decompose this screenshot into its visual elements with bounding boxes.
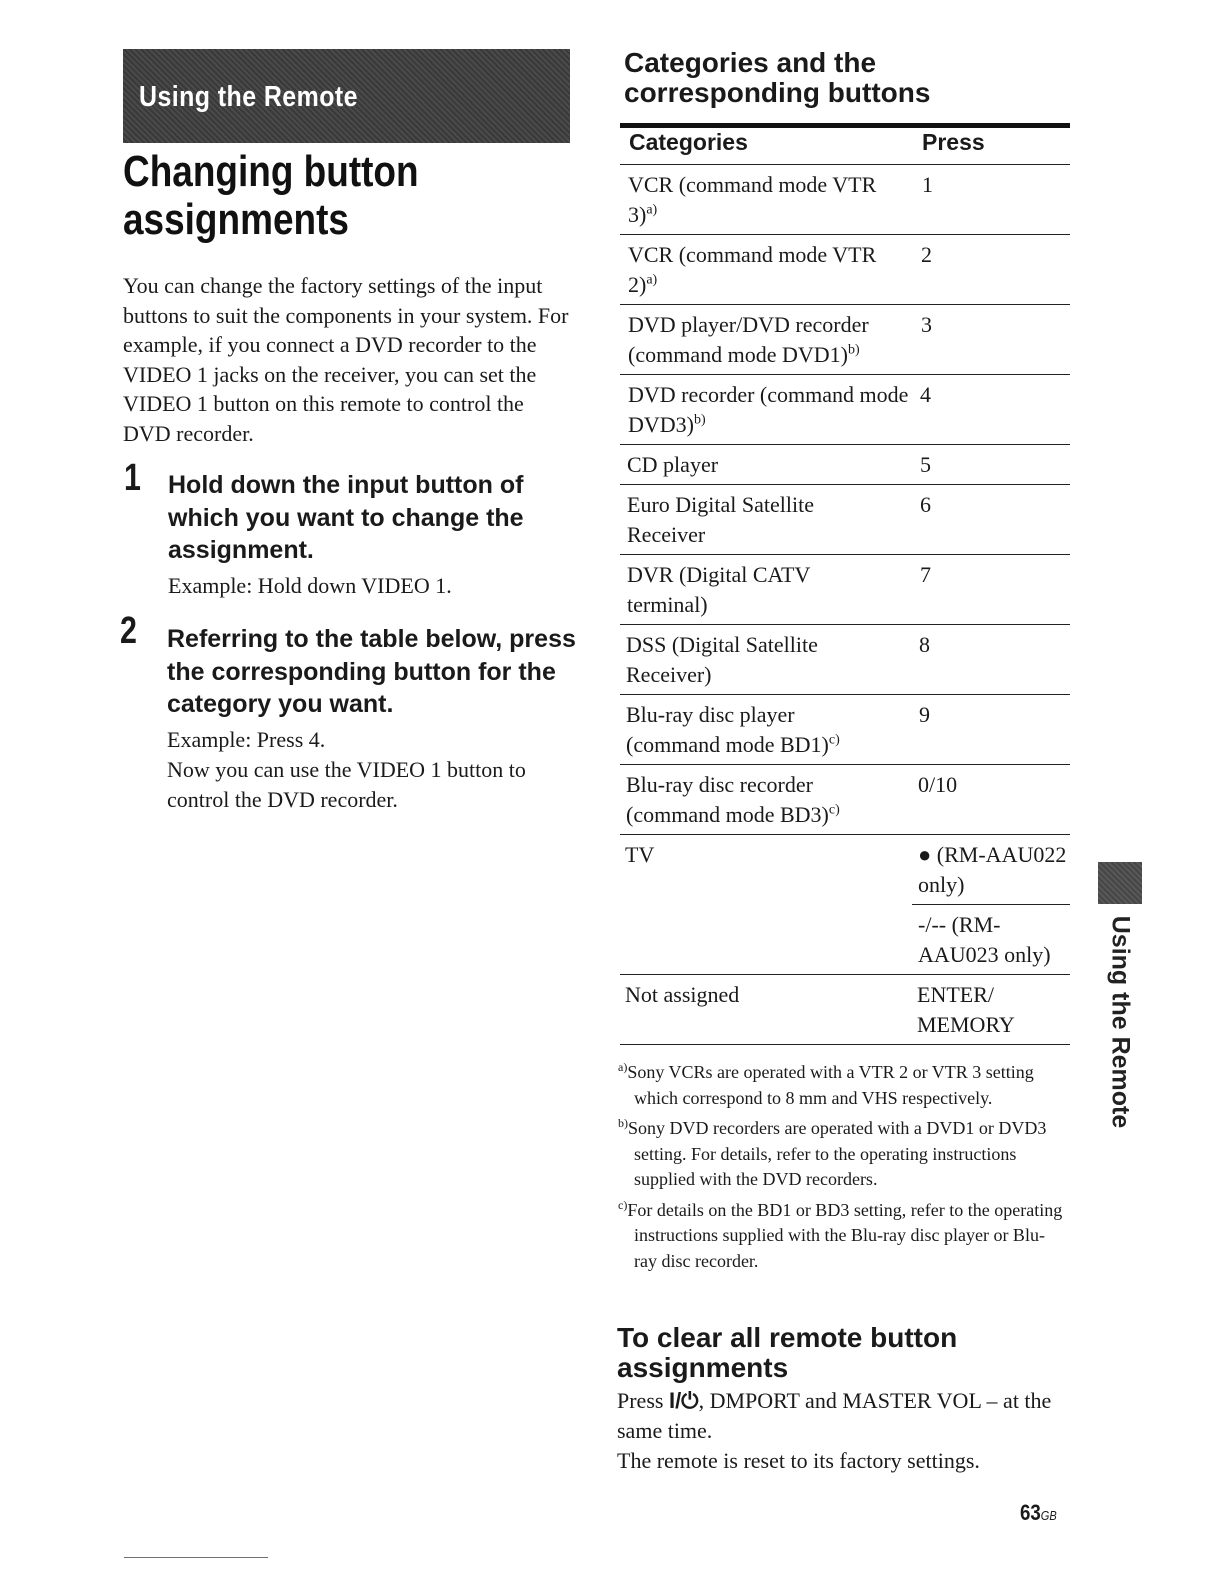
category-text: VCR (command mode VTR 3): [628, 172, 877, 227]
footnote-mark: b): [694, 412, 706, 428]
footnote-text: Sony VCRs are operated with a VTR 2 or VTR 3 setting which correspond to 8 mm and VHS respectively.: [627, 1062, 1034, 1108]
row-divider: [620, 694, 1070, 695]
table-top-rule: [620, 123, 1070, 128]
side-tab-marker: [1098, 862, 1142, 904]
step-2-body-note: Now you can use the VIDEO 1 button to control the DVD recorder.: [167, 756, 526, 812]
footnote-mark: a): [618, 1060, 628, 1074]
row-divider: [620, 484, 1070, 485]
step-2-number: 2: [120, 610, 137, 652]
table-row-11-press: ● (RM-AAU022 only): [918, 842, 1067, 897]
table-row-12-press: ENTER/ MEMORY: [917, 982, 1015, 1037]
table-row-10-press: 0/10: [918, 772, 958, 797]
row-divider: [620, 374, 1070, 375]
table-row-7-category: DVR (Digital CATV terminal): [627, 562, 810, 617]
table-header-rule: [620, 164, 1070, 165]
clear-text: , DMPORT and MASTER VOL – at the same time.: [617, 1388, 1052, 1443]
clear-heading: To clear all remote button assignments: [617, 1322, 958, 1383]
table-row-1-press: 1: [922, 172, 933, 197]
row-divider: [620, 834, 1070, 835]
footnote-a: [618, 1055, 1063, 1111]
step-1-body: Example: Hold down VIDEO 1.: [168, 572, 452, 598]
table-row-11-press-alt: -/-- (RM-AAU023 only): [918, 912, 1051, 967]
section-banner: [123, 49, 570, 143]
column-header-categories: Categories: [629, 129, 748, 155]
table-row-4-category: [628, 380, 918, 439]
footnote-b: [618, 1111, 1063, 1193]
category-text: Blu-ray disc recorder (command mode BD3): [626, 772, 829, 827]
column-header-press: Press: [922, 129, 985, 155]
page-number-suffix: GB: [1040, 1508, 1057, 1523]
table-row-9-category: [626, 700, 886, 759]
table-row-6-category: Euro Digital Satellite Receiver: [627, 492, 814, 547]
page-number: [1020, 1500, 1057, 1526]
step-1-number: 1: [124, 457, 141, 499]
row-divider: [620, 974, 1070, 975]
table-row-1-category: [628, 170, 908, 229]
clear-instructions: [617, 1386, 1067, 1476]
table-row-5-press: 5: [920, 452, 931, 477]
row-divider: [620, 764, 1070, 765]
row-divider: [620, 234, 1070, 235]
step-2-body-example: Example: Press 4.: [167, 726, 326, 752]
footnote-mark: c): [618, 1197, 628, 1212]
table-row-11-category: TV: [625, 842, 655, 867]
category-text: DVD player/DVD recorder (command mode DVD1): [628, 312, 869, 367]
step-1-title: Hold down the input button of which you want to change the assignment.: [168, 471, 524, 564]
table-row-12-category: Not assigned: [625, 982, 740, 1007]
page-title: Changing button assignments: [123, 147, 419, 244]
intro-paragraph: You can change the factory settings of the input buttons to suit the components in your system. For example, if you connect a DVD recorder to the VIDEO 1 jacks on the receiver, you can set the VIDEO 1 button on this remote to control the DVD recorder.: [123, 273, 569, 446]
table-row-6-press: 6: [920, 492, 931, 517]
power-button-symbol: I/⏻: [668, 1388, 699, 1413]
table-row-3-category: [628, 310, 918, 369]
table-row-5-category: CD player: [627, 452, 719, 477]
table-row-9-press: 9: [919, 702, 930, 727]
categories-heading: Categories and the corresponding buttons: [624, 47, 931, 108]
footnote-mark: b): [618, 1116, 628, 1130]
footnote-mark: c): [828, 802, 840, 818]
clear-instruction-line: [617, 1386, 1067, 1446]
category-text: Blu-ray disc player (command mode BD1): [626, 702, 829, 757]
table-row-2-category: [628, 240, 908, 299]
footnote-mark: a): [646, 272, 658, 288]
step-2-title: Referring to the table below, press the corresponding button for the category you want.: [167, 625, 576, 718]
table-row-8-press: 8: [919, 632, 930, 657]
footnote-mark: a): [646, 202, 658, 218]
row-divider: [620, 554, 1070, 555]
table-row-3-press: 3: [921, 312, 932, 337]
table-row-8-category: DSS (Digital Satellite Receiver): [626, 632, 818, 687]
table-row-2-press: 2: [921, 242, 932, 267]
clear-result: The remote is reset to its factory settings.: [617, 1448, 980, 1473]
footnote-text: For details on the BD1 or BD3 setting, refer to the operating instructions supplied with the Blu-ray disc player or Blu-ray disc recorder.: [627, 1199, 1063, 1271]
footnote-c: [618, 1193, 1063, 1275]
step-1: [168, 469, 568, 601]
row-divider: [620, 304, 1070, 305]
category-text: VCR (command mode VTR 2): [628, 242, 877, 297]
side-tab-label: Using the Remote: [1106, 915, 1135, 1129]
table-row-4-press: 4: [920, 382, 931, 407]
bottom-rule: [124, 1557, 268, 1558]
footnote-mark: c): [828, 732, 840, 748]
section-banner-title: Using the Remote: [139, 81, 358, 113]
table-row-10-category: [626, 770, 886, 829]
category-text: DVD recorder (command mode DVD3): [628, 382, 909, 437]
table-bottom-rule: [620, 1044, 1070, 1045]
clear-prefix: Press: [617, 1388, 669, 1413]
row-sub-divider: [912, 904, 1070, 905]
footnotes: [618, 1055, 1063, 1274]
step-2: [167, 623, 577, 815]
footnote-text: Sony DVD recorders are operated with a DVD1 or DVD3 setting. For details, refer to the operating instructions supplied with the DVD recorders.: [628, 1118, 1047, 1189]
row-divider: [620, 444, 1070, 445]
row-divider: [620, 624, 1070, 625]
table-row-7-press: 7: [920, 562, 931, 587]
page-number-value: 63: [1020, 1500, 1041, 1525]
footnote-mark: b): [847, 342, 860, 358]
